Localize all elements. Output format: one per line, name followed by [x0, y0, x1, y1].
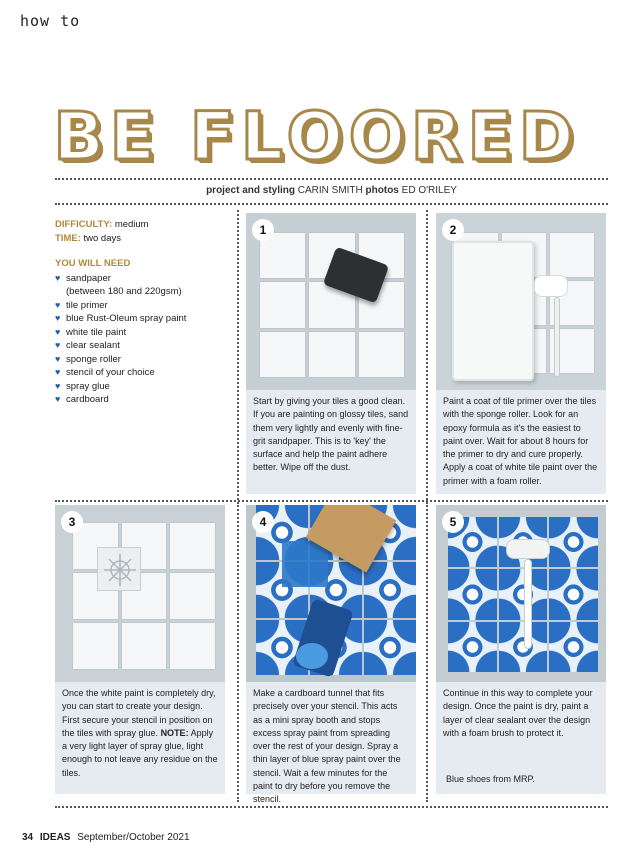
time-row	[55, 232, 230, 246]
paint-tray-icon	[452, 241, 534, 381]
project-info	[55, 218, 230, 407]
list-item: ♥ sponge roller	[55, 353, 121, 365]
step-caption: Start by giving your tiles a good clean. If you are painting on glossy tiles, sand them very lightly and evenly with fine-grit sandpaper. This is to 'key' the surface and help the paint adhere better. Wipe off the dust.	[246, 390, 416, 494]
list-item: ♥ clear sealant	[55, 340, 120, 351]
list-item: ♥ sandpaper (between 180 and 220gsm)	[55, 272, 182, 297]
step-4	[246, 505, 416, 805]
page-footer	[22, 832, 190, 843]
step-5-photo	[436, 505, 606, 682]
time-value: two days	[83, 232, 121, 244]
heart-icon: ♥	[55, 272, 61, 283]
row-divider	[55, 500, 608, 502]
heart-icon: ♥	[55, 326, 61, 337]
difficulty-value: medium	[114, 219, 149, 230]
difficulty-label: DIFFICULTY:	[55, 219, 113, 230]
list-item: ♥ tile primer	[55, 299, 108, 311]
magazine-name: IDEAS	[39, 832, 71, 843]
roller-handle-icon	[524, 559, 532, 649]
sandpaper-note: (between 180 and 220gsm)	[66, 286, 182, 297]
project-label: project and styling	[206, 185, 295, 196]
roller-handle-icon	[554, 297, 560, 377]
step-1-photo	[246, 213, 416, 390]
stencil-icon	[282, 541, 328, 587]
issue-date: September/October 2021	[77, 832, 190, 843]
heart-icon: ♥	[55, 299, 61, 310]
step-number: 4	[252, 511, 274, 533]
photos-name: ED O'RILEY	[401, 185, 457, 196]
time-label: TIME:	[55, 232, 81, 244]
page-number: 34	[22, 832, 34, 843]
step-number: 2	[442, 219, 464, 241]
step-1	[246, 213, 416, 494]
step-number: 1	[252, 219, 274, 241]
step-caption: Make a cardboard tunnel that fits precisely over your stencil. This acts as a mini spray booth and stops excess spray paint from spreading over the rest of your design. Spray a thin layer of blue spray paint over the stencil. Wait a few minutes for the paint to dry before you remove the stencil.	[246, 682, 416, 794]
step-2-photo	[436, 213, 606, 390]
heart-icon: ♥	[55, 340, 61, 350]
foam-roller-icon	[506, 539, 550, 559]
step-2	[436, 213, 606, 494]
spray-cap-icon	[296, 643, 328, 669]
paint-roller-icon	[534, 275, 568, 297]
difficulty-row	[55, 218, 230, 232]
credits-divider	[55, 203, 608, 205]
heart-icon: ♥	[55, 380, 61, 391]
top-divider	[55, 178, 608, 180]
step-3-photo	[55, 505, 225, 682]
tile-grid	[73, 523, 215, 669]
step-caption: Paint a coat of tile primer over the tiles with the sponge roller. Look for an epoxy formula as it's the easiest to paint over. Wait for about 8 hours for the primer to dry and cure properly. Apply a coat of white tile paint over the primer with a foam roller.	[436, 390, 606, 494]
section-label: how to	[20, 12, 81, 30]
note-text: Apply a very light layer of spray glue, light enough to not leave any residue on the tiles.	[62, 727, 218, 778]
materials-list	[55, 272, 230, 407]
step-number: 5	[442, 511, 464, 533]
project-name: CARIN SMITH	[297, 185, 363, 196]
tile-grid	[260, 233, 404, 377]
step-4-photo	[246, 505, 416, 682]
heart-icon: ♥	[55, 313, 61, 323]
stencil-icon	[97, 547, 141, 591]
column-divider	[237, 210, 239, 500]
page-title: BE FLOORED	[53, 98, 580, 175]
list-item: ♥ blue Rust-Oleum spray paint	[55, 313, 187, 324]
note-label: NOTE:	[160, 727, 189, 738]
step-5	[436, 505, 606, 794]
column-divider	[426, 502, 428, 802]
heart-icon: ♥	[55, 367, 61, 377]
heart-icon: ♥	[55, 353, 61, 364]
step-number: 3	[61, 511, 83, 533]
list-item: ♥ white tile paint	[55, 326, 127, 338]
step-3	[55, 505, 225, 794]
list-item: ♥ spray glue	[55, 380, 110, 392]
bottom-divider	[55, 806, 608, 808]
photos-label: photos	[365, 185, 399, 196]
heart-icon: ♥	[55, 394, 61, 404]
materials-heading: YOU WILL NEED	[55, 258, 131, 269]
list-item: ♥ cardboard	[55, 394, 109, 405]
step-caption: Once the white paint is completely dry, you can start to create your design. First secure your stencil in position on the tiles with spray glue. NOTE: Apply a very light layer of spray glue, light enough to not leave any residue on the tiles.	[55, 682, 225, 794]
product-credit: Blue shoes from MRP.	[446, 773, 535, 784]
credits-line	[55, 185, 608, 196]
column-divider	[426, 210, 428, 500]
list-item: ♥ stencil of your choice	[55, 367, 155, 378]
step-caption: Continue in this way to complete your design. Once the paint is dry, paint a layer of clear sealant over the design with a foam brush to protect it. Blue shoes from MRP.	[436, 682, 606, 794]
column-divider	[237, 502, 239, 802]
